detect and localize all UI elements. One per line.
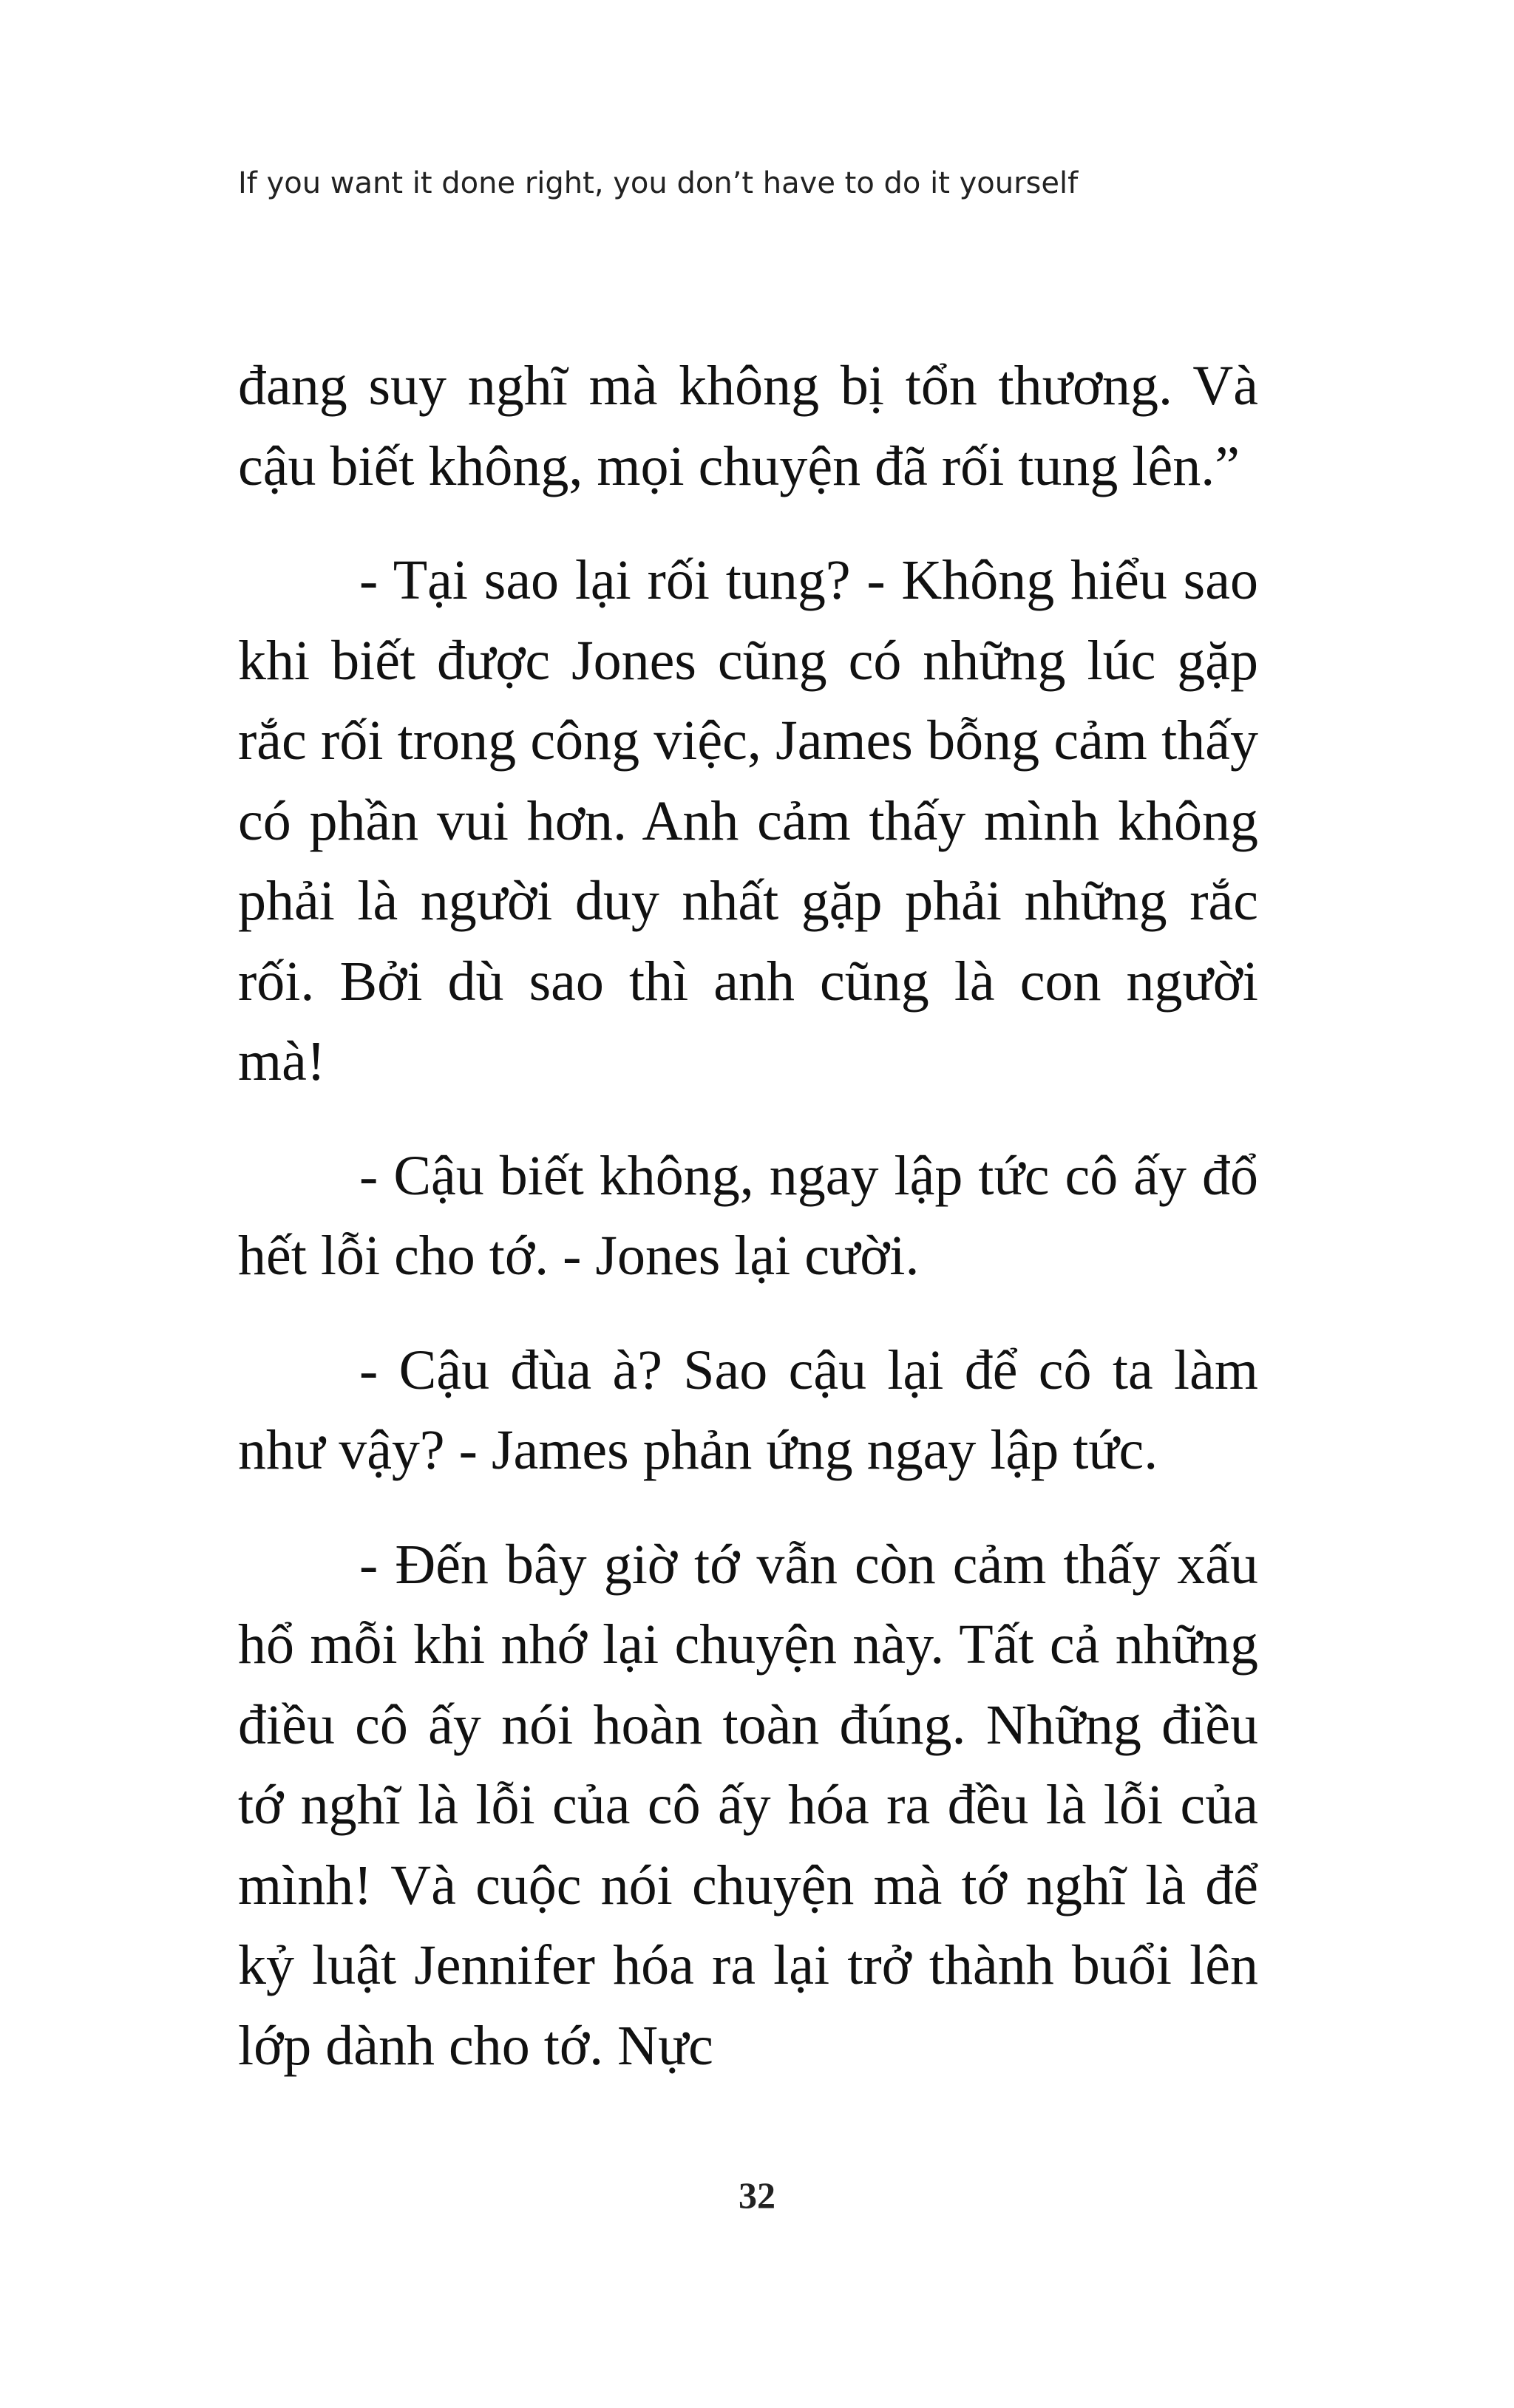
body-text [238, 346, 1258, 2086]
page-number: 32 [739, 2174, 775, 2216]
paragraph: đang suy nghĩ mà không bị tổn thương. Và cậu biết không, mọi chuyện đã rối tung lên.” [238, 355, 1258, 497]
paragraph: - Cậu biết không, ngay lập tức cô ấy đổ hết lỗi cho tớ. - Jones lại cười. [238, 1144, 1258, 1287]
paragraph: - Đến bây giờ tớ vẫn còn cảm thấy xấu hổ mỗi khi nhớ lại chuyện này. Tất cả những điều cô ấy nói hoàn toàn đúng. Những điều tớ nghĩ là lỗi của cô ấy hóa ra đều là lỗi của mình! Và cuộc nói chuyện mà tớ nghĩ là để kỷ luật Jennifer hóa ra lại trở thành buổi lên lớp dành cho tớ. Nực [238, 1533, 1258, 2077]
running-header: If you want it done right, you don’t have to do it yourself [238, 166, 1079, 200]
paragraph: - Cậu đùa à? Sao cậu lại để cô ta làm như vậy? - James phản ứng ngay lập tức. [238, 1339, 1258, 1481]
paragraph: - Tại sao lại rối tung? - Không hiểu sao khi biết được Jones cũng có những lúc gặp rắc rối trong công việc, James bỗng cảm thấy có phần vui hơn. Anh cảm thấy mình không phải là người duy nhất gặp phải những rắc rối. Bởi dù sao thì anh cũng là con người mà! [238, 549, 1258, 1092]
